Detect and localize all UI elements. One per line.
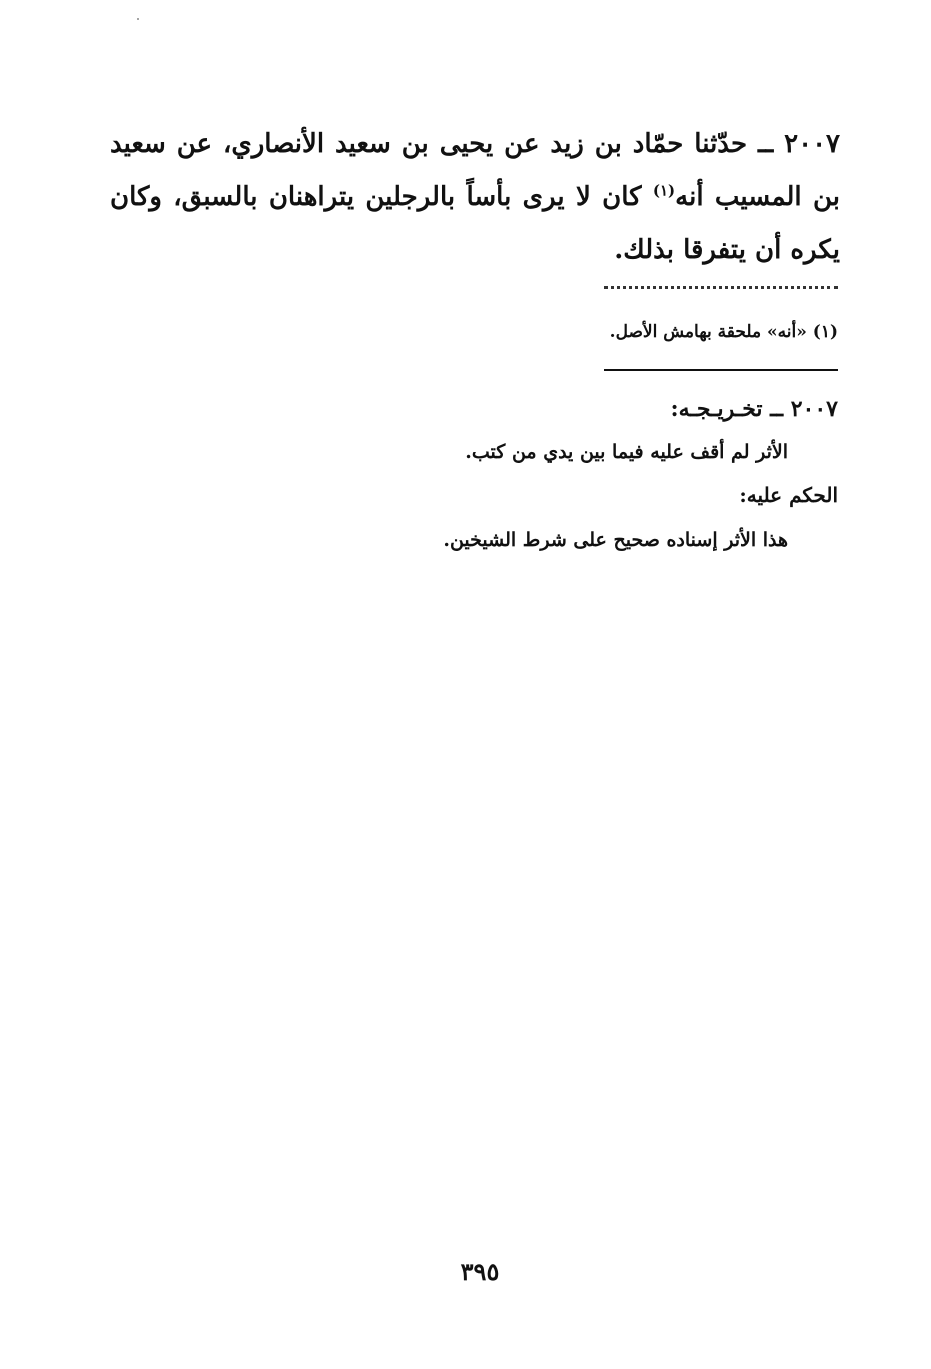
footnote-separator-dots bbox=[604, 286, 838, 299]
footnote-1: (١) «أنه» ملحقة بهامش الأصل. bbox=[609, 322, 838, 342]
hukm-heading: الحكم عليه: bbox=[739, 483, 838, 507]
section-divider bbox=[604, 369, 838, 371]
hadith-text-part-2: كان لا يرى بأساً بالرجلين يتراهنان بالسبق، وكان يكره أن يتفرقا بذلك. bbox=[110, 182, 840, 265]
hukm-text: هذا الأثر إسناده صحيح على شرط الشيخين. bbox=[443, 529, 788, 551]
scan-speck bbox=[137, 18, 139, 20]
page-number: ٣٩٥ bbox=[460, 1257, 500, 1286]
takhrij-heading: ٢٠٠٧ ــ تخـريـجـه: bbox=[670, 396, 838, 422]
hadith-text-part-1: ٢٠٠٧ ــ حدّثنا حمّاد بن زيد عن يحيى بن سعيد الأنصاري، عن سعيد بن المسيب أنه bbox=[110, 129, 840, 212]
footnote-marker: (١) bbox=[652, 181, 676, 200]
takhrij-text: الأثر لم أقف عليه فيما بين يدي من كتب. bbox=[465, 441, 788, 463]
hadith-2007-text bbox=[110, 118, 840, 277]
